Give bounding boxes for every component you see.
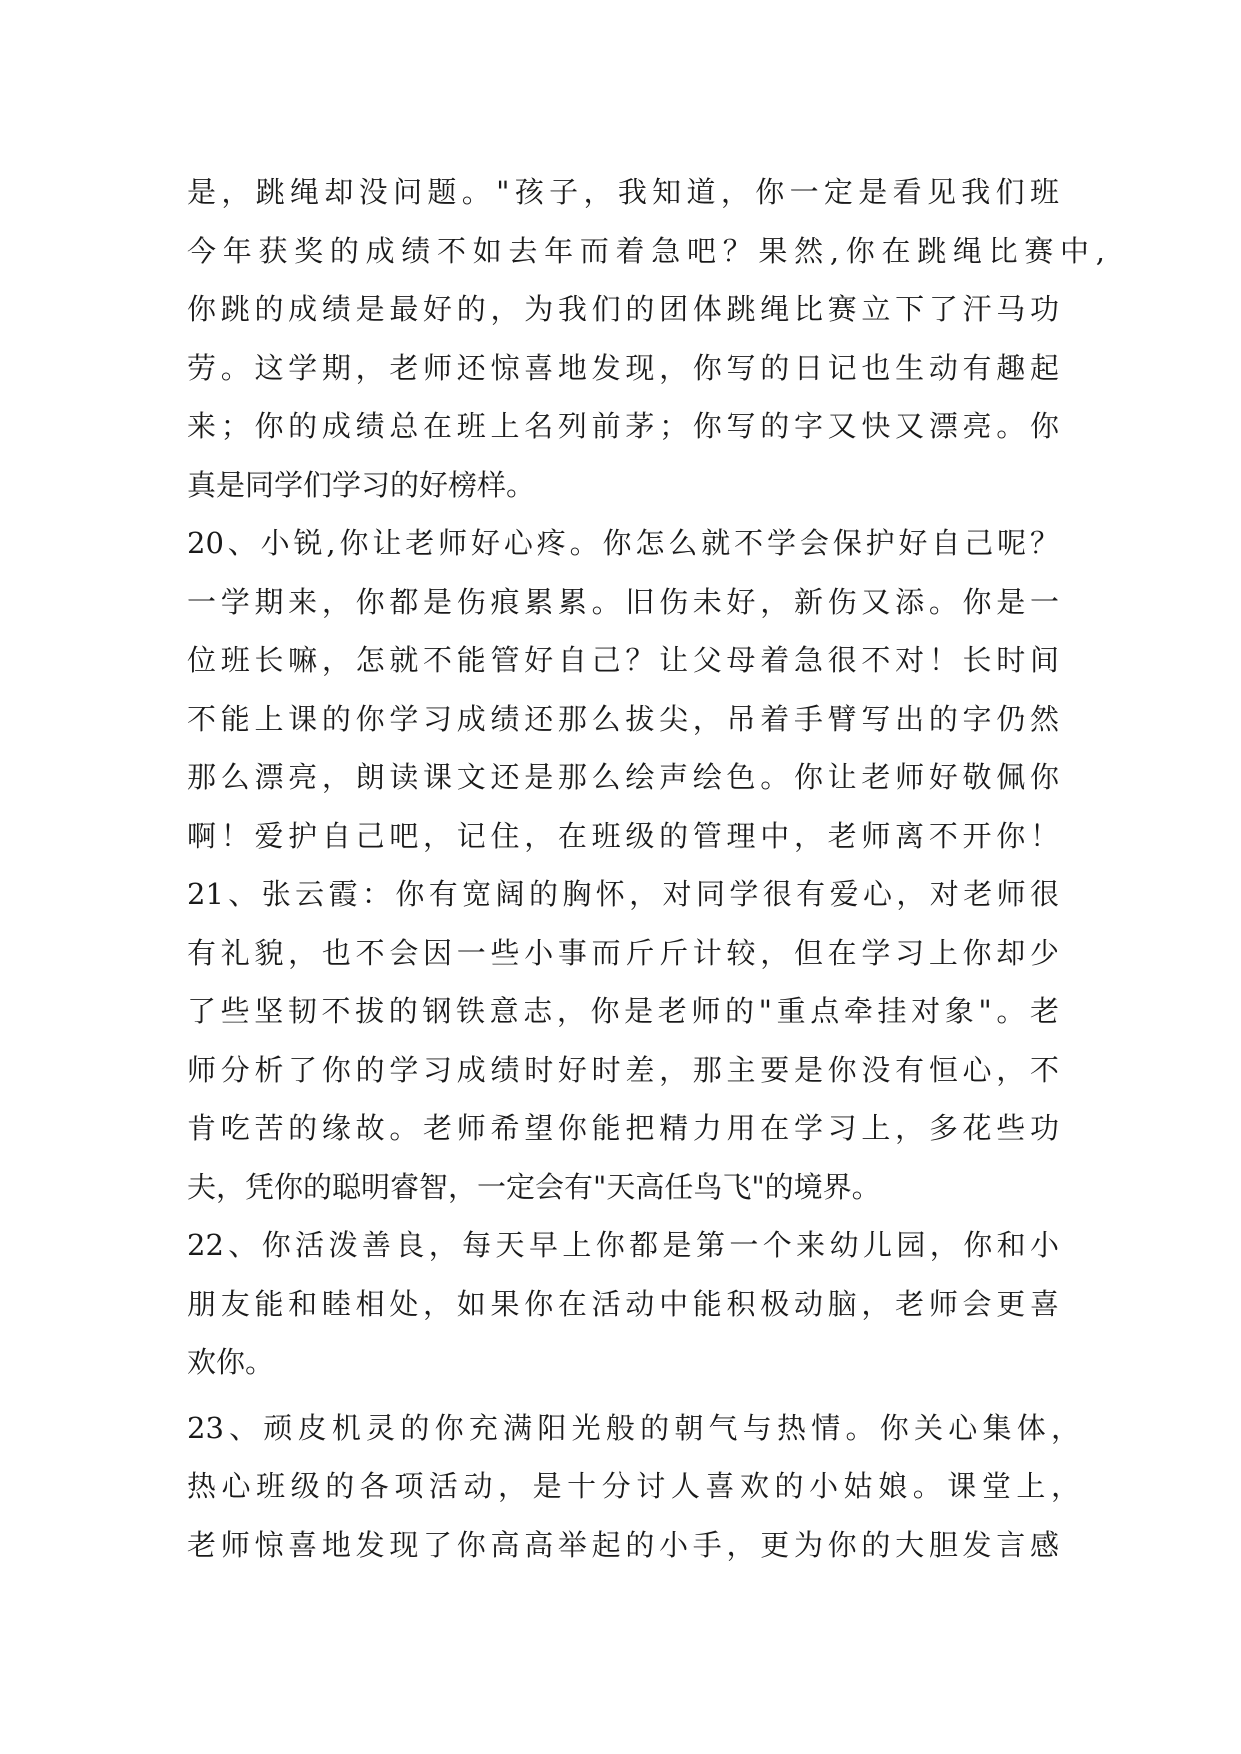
text-line-21: 欢你。	[187, 1345, 275, 1379]
text-line-6: 真是同学们学习的好榜样。	[187, 467, 536, 502]
text-line-23: 热心班级的各项活动，是十分讨人喜欢的小姑娘。课堂上，	[187, 1469, 1080, 1503]
text-line-14: 有礼貌，也不会因一些小事而斤斤计较，但在学习上你却少	[187, 935, 1059, 970]
text-line-4: 劳。这学期，老师还惊喜地发现，你写的日记也生动有趣起	[187, 350, 1059, 385]
text-line-19: 22、你活泼善良，每天早上你都是第一个来幼儿园，你和小	[187, 1228, 1059, 1262]
text-line-17: 肯吃苦的缘故。老师希望你能把精力用在学习上，多花些功	[187, 1111, 1059, 1145]
text-line-20: 朋友能和睦相处，如果你在活动中能积极动脑，老师会更喜	[187, 1286, 1059, 1321]
text-line-1: 是，跳绳却没问题。"孩子，我知道，你一定是看见我们班	[187, 175, 1059, 209]
text-line-12: 啊！爱护自己吧，记住，在班级的管理中，老师离不开你！	[187, 818, 1059, 853]
text-line-11: 那么漂亮，朗读课文还是那么绘声绘色。你让老师好敬佩你	[187, 760, 1059, 794]
text-line-7: 20、小锐,你让老师好心疼。你怎么就不学会保护好自己呢？	[187, 526, 1059, 560]
text-line-3: 你跳的成绩是最好的，为我们的团体跳绳比赛立下了汗马功	[187, 292, 1059, 326]
text-line-24: 老师惊喜地发现了你高高举起的小手，更为你的大胆发言感	[187, 1527, 1059, 1562]
text-line-13: 21、张云霞：你有宽阔的胸怀，对同学很有爱心，对老师很	[187, 877, 1059, 911]
text-line-8: 一学期来，你都是伤痕累累。旧伤未好，新伤又添。你是一	[187, 584, 1059, 619]
text-line-9: 位班长嘛，怎就不能管好自己？让父母着急很不对！长时间	[187, 643, 1059, 677]
text-line-2: 今年获奖的成绩不如去年而着急吧？果然,你在跳绳比赛中,	[187, 233, 1105, 268]
text-line-18: 夫，凭你的聪明睿智，一定会有"天高任鸟飞"的境界。	[187, 1169, 881, 1204]
text-line-16: 师分析了你的学习成绩时好时差，那主要是你没有恒心，不	[187, 1052, 1059, 1087]
text-line-5: 来；你的成绩总在班上名列前茅；你写的字又快又漂亮。你	[187, 409, 1059, 443]
text-line-10: 不能上课的你学习成绩还那么拔尖，吊着手臂写出的字仍然	[187, 701, 1059, 736]
document-body	[187, 163, 1105, 1574]
text-line-15: 了些坚韧不拔的钢铁意志，你是老师的"重点牵挂对象"。老	[187, 994, 1059, 1028]
text-line-22: 23、顽皮机灵的你充满阳光般的朝气与热情。你关心集体，	[187, 1410, 1080, 1445]
